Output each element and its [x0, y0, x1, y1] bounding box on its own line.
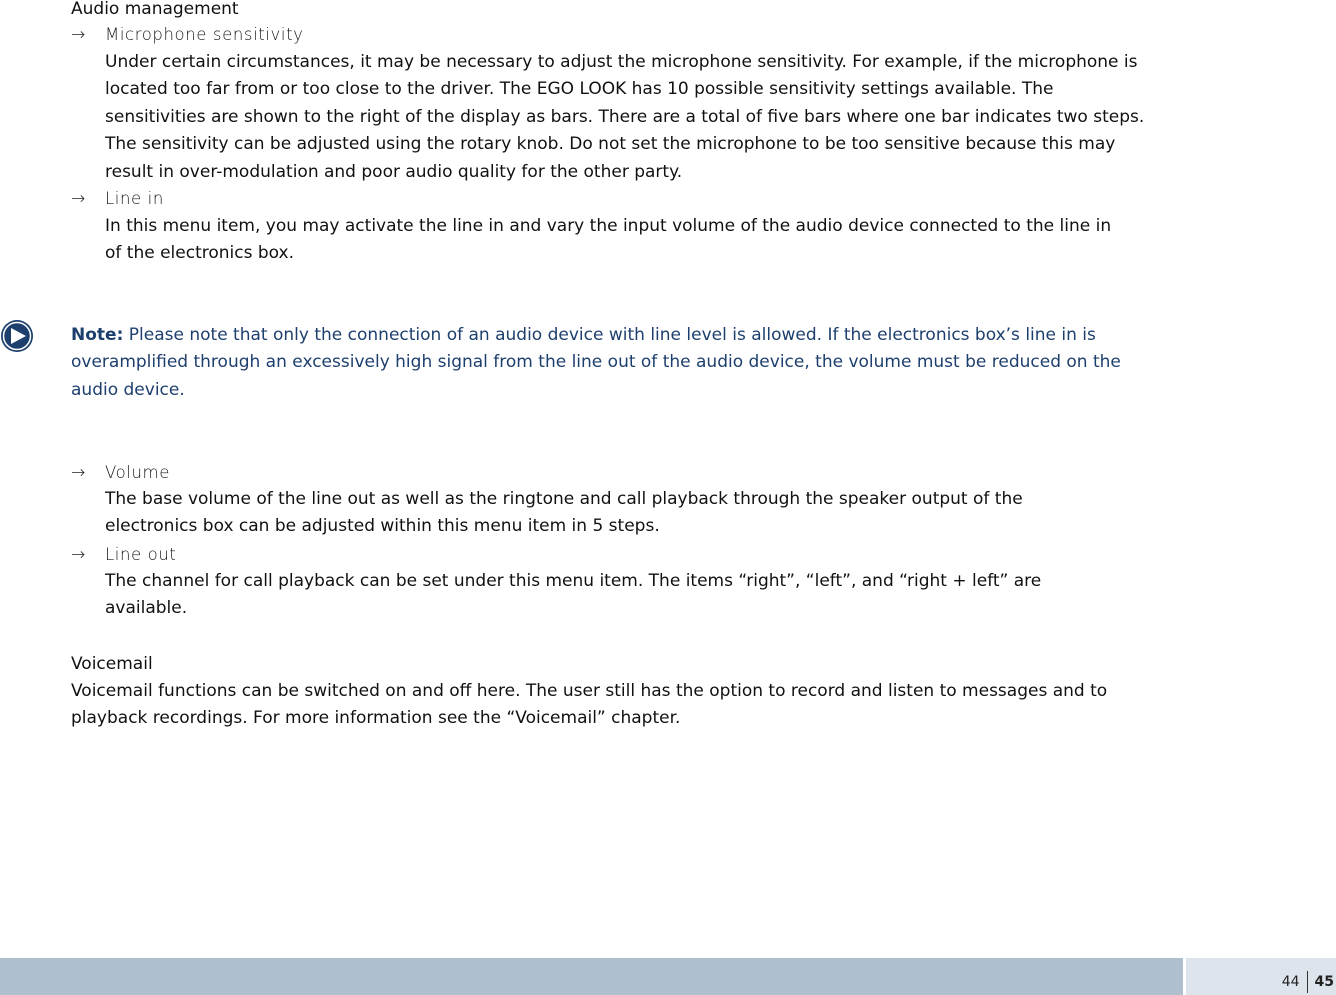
- item-body-microphone-sensitivity: Under certain circumstances, it may be necessary to adjust the microphone sensitivity. For example, if the microphone is located too far from or too close to the driver. The EGO LOOK has 10 possible sensitivity settings available. The sensitivities are shown to the right of the display as bars. There are a total of five bars where one bar indicates two steps. The sensitivity can be adjusted using the rotary knob. Do not set the microphone to be too sensitive because this may result in over-modulation and poor audio quality for the other party.: [105, 52, 1145, 182]
- item-heading-label: Microphone sensitivity: [105, 25, 304, 44]
- note-label: Note:: [71, 325, 124, 345]
- page-number-right: 45: [1314, 974, 1334, 990]
- note-text: Please note that only the connection of an audio device with line level is allowed. If the electronics box’s line in is overamplified through an excessively high signal from the line out of the audio device, the volume must be reduced on the audio device.: [71, 325, 1121, 400]
- item-heading-volume: [71, 463, 170, 483]
- item-body-line-out: The channel for call playback can be set under this menu item. The items “right”, “left”, and “right + left” are available.: [105, 571, 1042, 619]
- voicemail-body: Voicemail functions can be switched on and off here. The user still has the option to record and listen to messages and to playback recordings. For more information see the “Voicemail” chapter.: [71, 681, 1108, 729]
- arrow-right-icon: →: [71, 463, 86, 483]
- note-play-icon: [0, 319, 34, 353]
- item-heading-microphone-sensitivity: [71, 25, 304, 45]
- note-block: [71, 322, 1146, 404]
- page-numbers: [1282, 971, 1334, 993]
- arrow-right-icon: →: [71, 25, 86, 45]
- arrow-right-icon: →: [71, 189, 86, 209]
- item-body-line-in: In this menu item, you may activate the line in and vary the input volume of the audio device connected to the line in of the electronics box.: [105, 216, 1112, 264]
- item-heading-label: Volume: [105, 463, 170, 482]
- arrow-right-icon: →: [71, 545, 86, 565]
- section-title-voicemail: Voicemail: [71, 654, 153, 674]
- item-heading-line-out: [71, 545, 176, 565]
- item-heading-line-in: [71, 189, 164, 209]
- footer-bar: [0, 958, 1183, 995]
- item-heading-label: Line in: [105, 189, 164, 208]
- section-title-audio-management: Audio management: [71, 0, 239, 19]
- page-number-left: 44: [1281, 974, 1300, 990]
- item-body-volume: The base volume of the line out as well as the ringtone and call playback through the speaker output of the electronics box can be adjusted within this menu item in 5 steps.: [105, 489, 1023, 537]
- item-heading-label: Line out: [105, 545, 177, 564]
